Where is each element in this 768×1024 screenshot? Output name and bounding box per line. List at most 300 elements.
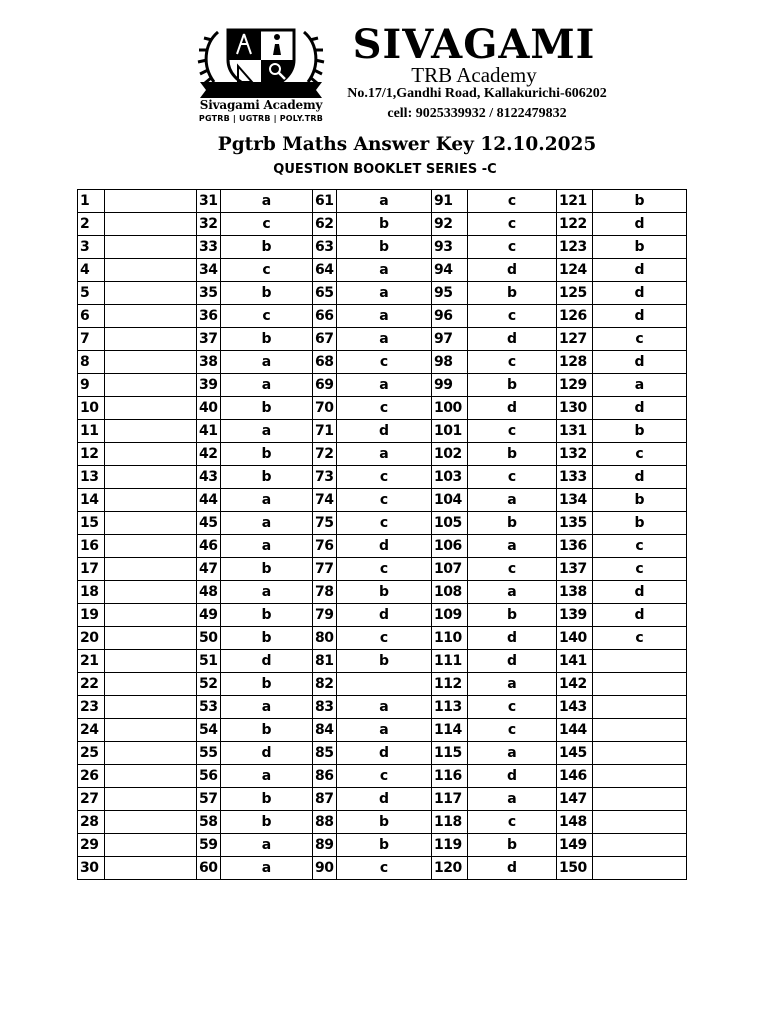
answer-cell <box>105 305 197 328</box>
answer-cell: b <box>593 489 687 512</box>
question-number: 49 <box>197 604 221 627</box>
question-number: 2 <box>78 213 105 236</box>
answer-cell: a <box>337 305 432 328</box>
question-number: 43 <box>197 466 221 489</box>
question-number: 39 <box>197 374 221 397</box>
answer-cell <box>105 259 197 282</box>
table-row <box>78 696 687 719</box>
question-number: 91 <box>432 190 468 213</box>
table-row <box>78 397 687 420</box>
question-number: 86 <box>313 765 337 788</box>
question-number: 139 <box>557 604 593 627</box>
answer-cell <box>105 489 197 512</box>
question-number: 138 <box>557 581 593 604</box>
academy-logo <box>188 22 334 130</box>
answer-cell <box>105 351 197 374</box>
table-row <box>78 719 687 742</box>
answer-cell: a <box>337 282 432 305</box>
question-number: 52 <box>197 673 221 696</box>
question-number: 61 <box>313 190 337 213</box>
question-number: 83 <box>313 696 337 719</box>
question-number: 34 <box>197 259 221 282</box>
question-number: 84 <box>313 719 337 742</box>
answer-cell: a <box>337 328 432 351</box>
question-number: 48 <box>197 581 221 604</box>
answer-cell: d <box>468 650 557 673</box>
table-row <box>78 489 687 512</box>
answer-cell <box>105 420 197 443</box>
question-number: 36 <box>197 305 221 328</box>
answer-cell: d <box>593 397 687 420</box>
answer-cell: b <box>337 236 432 259</box>
table-row <box>78 558 687 581</box>
table-row <box>78 535 687 558</box>
question-number: 142 <box>557 673 593 696</box>
table-row <box>78 765 687 788</box>
question-number: 42 <box>197 443 221 466</box>
question-number: 71 <box>313 420 337 443</box>
table-row <box>78 742 687 765</box>
question-number: 105 <box>432 512 468 535</box>
question-number: 113 <box>432 696 468 719</box>
answer-cell <box>105 374 197 397</box>
answer-cell: c <box>337 857 432 880</box>
answer-cell <box>105 282 197 305</box>
brand-name: SIVAGAMI <box>352 21 596 68</box>
answer-cell <box>105 213 197 236</box>
question-number: 74 <box>313 489 337 512</box>
answer-cell: a <box>468 581 557 604</box>
brand-phone: cell: 9025339932 / 8122479832 <box>387 106 567 121</box>
question-number: 87 <box>313 788 337 811</box>
answer-cell: c <box>468 351 557 374</box>
answer-cell: c <box>337 558 432 581</box>
question-number: 143 <box>557 696 593 719</box>
table-row <box>78 374 687 397</box>
answer-cell <box>105 834 197 857</box>
question-number: 82 <box>313 673 337 696</box>
answer-cell <box>593 696 687 719</box>
question-number: 14 <box>78 489 105 512</box>
answer-cell: b <box>221 558 313 581</box>
answer-cell <box>105 558 197 581</box>
table-row <box>78 604 687 627</box>
question-number: 88 <box>313 811 337 834</box>
question-number: 95 <box>432 282 468 305</box>
answer-cell: c <box>468 420 557 443</box>
answer-cell: b <box>221 397 313 420</box>
table-row <box>78 443 687 466</box>
question-number: 96 <box>432 305 468 328</box>
answer-cell: d <box>593 213 687 236</box>
question-number: 17 <box>78 558 105 581</box>
question-number: 80 <box>313 627 337 650</box>
question-number: 59 <box>197 834 221 857</box>
question-number: 53 <box>197 696 221 719</box>
question-number: 44 <box>197 489 221 512</box>
answer-cell: b <box>221 443 313 466</box>
answer-cell <box>593 788 687 811</box>
answer-cell: a <box>221 535 313 558</box>
table-row <box>78 857 687 880</box>
answer-key-body <box>78 190 687 880</box>
question-number: 127 <box>557 328 593 351</box>
answer-cell: d <box>337 420 432 443</box>
answer-cell: c <box>468 811 557 834</box>
answer-cell: d <box>468 765 557 788</box>
answer-cell: c <box>337 512 432 535</box>
answer-cell: c <box>593 328 687 351</box>
question-number: 101 <box>432 420 468 443</box>
question-number: 11 <box>78 420 105 443</box>
answer-cell: a <box>468 742 557 765</box>
brand-address: No.17/1,Gandhi Road, Kallakurichi-606202 <box>347 86 607 101</box>
question-number: 24 <box>78 719 105 742</box>
question-number: 109 <box>432 604 468 627</box>
answer-cell <box>593 857 687 880</box>
answer-cell: a <box>468 788 557 811</box>
question-number: 16 <box>78 535 105 558</box>
answer-cell: b <box>593 420 687 443</box>
answer-cell: b <box>221 328 313 351</box>
answer-cell: a <box>468 535 557 558</box>
answer-cell: a <box>337 259 432 282</box>
question-number: 1 <box>78 190 105 213</box>
question-number: 70 <box>313 397 337 420</box>
answer-cell: b <box>221 282 313 305</box>
question-number: 90 <box>313 857 337 880</box>
question-number: 118 <box>432 811 468 834</box>
answer-cell: c <box>468 305 557 328</box>
table-row <box>78 811 687 834</box>
answer-cell: c <box>337 765 432 788</box>
answer-cell: a <box>468 489 557 512</box>
answer-cell: d <box>593 259 687 282</box>
brand-block <box>334 21 614 87</box>
question-number: 132 <box>557 443 593 466</box>
page-title: Pgtrb Maths Answer Key 12.10.2025 <box>217 134 597 155</box>
question-number: 5 <box>78 282 105 305</box>
answer-cell: c <box>468 558 557 581</box>
table-row <box>78 650 687 673</box>
question-number: 64 <box>313 259 337 282</box>
answer-cell: d <box>468 857 557 880</box>
answer-cell <box>105 190 197 213</box>
answer-cell: c <box>468 696 557 719</box>
answer-cell: d <box>593 581 687 604</box>
answer-cell <box>105 788 197 811</box>
answer-cell <box>105 811 197 834</box>
answer-cell: a <box>337 374 432 397</box>
answer-cell: c <box>468 236 557 259</box>
question-number: 97 <box>432 328 468 351</box>
answer-cell: c <box>468 213 557 236</box>
question-number: 37 <box>197 328 221 351</box>
table-row <box>78 834 687 857</box>
answer-cell: d <box>468 328 557 351</box>
answer-cell: a <box>221 420 313 443</box>
answer-cell <box>105 696 197 719</box>
question-number: 93 <box>432 236 468 259</box>
question-number: 12 <box>78 443 105 466</box>
answer-cell: b <box>221 788 313 811</box>
table-row <box>78 627 687 650</box>
table-row <box>78 581 687 604</box>
question-number: 75 <box>313 512 337 535</box>
question-number: 40 <box>197 397 221 420</box>
question-number: 28 <box>78 811 105 834</box>
table-row <box>78 466 687 489</box>
table-row <box>78 420 687 443</box>
answer-cell: b <box>468 604 557 627</box>
answer-cell: d <box>468 259 557 282</box>
question-number: 76 <box>313 535 337 558</box>
question-number: 58 <box>197 811 221 834</box>
question-number: 94 <box>432 259 468 282</box>
answer-cell: b <box>221 604 313 627</box>
question-number: 65 <box>313 282 337 305</box>
answer-cell: b <box>593 236 687 259</box>
answer-cell: d <box>221 742 313 765</box>
answer-cell <box>593 650 687 673</box>
question-number: 150 <box>557 857 593 880</box>
answer-cell: b <box>593 512 687 535</box>
question-number: 81 <box>313 650 337 673</box>
question-number: 134 <box>557 489 593 512</box>
question-number: 10 <box>78 397 105 420</box>
question-number: 77 <box>313 558 337 581</box>
answer-cell: c <box>593 558 687 581</box>
answer-cell <box>105 581 197 604</box>
question-number: 110 <box>432 627 468 650</box>
logo-exam-tags: PGTRB | UGTRB | POLY.TRB <box>198 114 324 123</box>
answer-cell <box>105 650 197 673</box>
answer-cell <box>105 742 197 765</box>
answer-cell <box>105 443 197 466</box>
answer-cell: b <box>468 443 557 466</box>
answer-cell: d <box>337 742 432 765</box>
question-number: 107 <box>432 558 468 581</box>
answer-cell: d <box>593 351 687 374</box>
question-number: 130 <box>557 397 593 420</box>
answer-cell <box>593 765 687 788</box>
question-number: 137 <box>557 558 593 581</box>
question-number: 72 <box>313 443 337 466</box>
answer-cell: d <box>593 466 687 489</box>
question-number: 13 <box>78 466 105 489</box>
question-number: 73 <box>313 466 337 489</box>
question-number: 31 <box>197 190 221 213</box>
answer-cell: d <box>468 627 557 650</box>
question-number: 98 <box>432 351 468 374</box>
answer-cell: a <box>337 190 432 213</box>
answer-cell: a <box>221 351 313 374</box>
answer-cell: c <box>221 259 313 282</box>
question-number: 122 <box>557 213 593 236</box>
table-row <box>78 512 687 535</box>
question-number: 38 <box>197 351 221 374</box>
question-number: 8 <box>78 351 105 374</box>
answer-cell <box>105 535 197 558</box>
answer-cell <box>105 236 197 259</box>
answer-cell: a <box>221 512 313 535</box>
question-number: 21 <box>78 650 105 673</box>
question-number: 126 <box>557 305 593 328</box>
answer-cell: c <box>337 627 432 650</box>
answer-cell: a <box>221 857 313 880</box>
answer-cell <box>593 719 687 742</box>
question-number: 54 <box>197 719 221 742</box>
question-number: 115 <box>432 742 468 765</box>
question-number: 89 <box>313 834 337 857</box>
answer-cell <box>105 719 197 742</box>
answer-cell: a <box>593 374 687 397</box>
answer-cell: c <box>593 443 687 466</box>
answer-cell: b <box>468 512 557 535</box>
question-number: 120 <box>432 857 468 880</box>
answer-cell: a <box>221 765 313 788</box>
question-number: 60 <box>197 857 221 880</box>
question-number: 26 <box>78 765 105 788</box>
question-number: 7 <box>78 328 105 351</box>
answer-cell: b <box>221 236 313 259</box>
question-number: 108 <box>432 581 468 604</box>
question-number: 114 <box>432 719 468 742</box>
answer-cell: b <box>221 627 313 650</box>
question-number: 104 <box>432 489 468 512</box>
question-number: 9 <box>78 374 105 397</box>
question-number: 6 <box>78 305 105 328</box>
answer-cell <box>105 765 197 788</box>
question-number: 62 <box>313 213 337 236</box>
answer-cell: b <box>337 811 432 834</box>
question-number: 66 <box>313 305 337 328</box>
answer-cell: b <box>468 374 557 397</box>
answer-cell <box>105 857 197 880</box>
answer-cell <box>105 466 197 489</box>
question-number: 69 <box>313 374 337 397</box>
question-number: 121 <box>557 190 593 213</box>
question-number: 79 <box>313 604 337 627</box>
question-number: 50 <box>197 627 221 650</box>
question-number: 146 <box>557 765 593 788</box>
answer-cell: b <box>468 282 557 305</box>
answer-cell: c <box>468 719 557 742</box>
answer-cell: a <box>221 374 313 397</box>
question-number: 85 <box>313 742 337 765</box>
question-number: 131 <box>557 420 593 443</box>
answer-cell: d <box>593 604 687 627</box>
answer-cell <box>593 811 687 834</box>
question-number: 47 <box>197 558 221 581</box>
answer-key-table <box>77 189 687 880</box>
question-number: 67 <box>313 328 337 351</box>
answer-cell: a <box>221 489 313 512</box>
table-row <box>78 282 687 305</box>
table-row <box>78 305 687 328</box>
answer-cell <box>593 834 687 857</box>
brand-subtitle: TRB Academy <box>411 63 537 87</box>
answer-cell <box>105 328 197 351</box>
question-number: 135 <box>557 512 593 535</box>
answer-cell: b <box>468 834 557 857</box>
answer-cell <box>593 742 687 765</box>
question-number: 111 <box>432 650 468 673</box>
question-number: 129 <box>557 374 593 397</box>
question-number: 63 <box>313 236 337 259</box>
answer-cell: b <box>593 190 687 213</box>
answer-cell: c <box>593 627 687 650</box>
answer-cell: b <box>221 466 313 489</box>
answer-cell <box>105 627 197 650</box>
answer-cell: d <box>337 788 432 811</box>
question-number: 103 <box>432 466 468 489</box>
question-number: 27 <box>78 788 105 811</box>
answer-cell: a <box>221 834 313 857</box>
question-number: 125 <box>557 282 593 305</box>
question-number: 29 <box>78 834 105 857</box>
answer-cell <box>593 673 687 696</box>
question-number: 20 <box>78 627 105 650</box>
answer-cell: c <box>337 466 432 489</box>
answer-cell: b <box>337 213 432 236</box>
answer-cell: d <box>221 650 313 673</box>
question-number: 32 <box>197 213 221 236</box>
answer-cell <box>105 673 197 696</box>
answer-cell <box>337 673 432 696</box>
answer-cell: d <box>593 282 687 305</box>
question-number: 119 <box>432 834 468 857</box>
question-number: 144 <box>557 719 593 742</box>
answer-cell: a <box>221 190 313 213</box>
question-number: 148 <box>557 811 593 834</box>
question-number: 136 <box>557 535 593 558</box>
answer-cell: a <box>221 581 313 604</box>
answer-cell: c <box>468 190 557 213</box>
table-row <box>78 213 687 236</box>
question-number: 112 <box>432 673 468 696</box>
question-number: 15 <box>78 512 105 535</box>
answer-cell: c <box>221 213 313 236</box>
table-row <box>78 673 687 696</box>
logo-academy-name: Sivagami Academy <box>199 98 323 112</box>
table-row <box>78 190 687 213</box>
question-number: 116 <box>432 765 468 788</box>
booklet-series: QUESTION BOOKLET SERIES -C <box>273 162 497 177</box>
question-number: 55 <box>197 742 221 765</box>
answer-cell: c <box>221 305 313 328</box>
question-number: 141 <box>557 650 593 673</box>
question-number: 68 <box>313 351 337 374</box>
table-row <box>78 328 687 351</box>
answer-cell <box>105 604 197 627</box>
question-number: 41 <box>197 420 221 443</box>
answer-cell: d <box>593 305 687 328</box>
question-number: 19 <box>78 604 105 627</box>
question-number: 117 <box>432 788 468 811</box>
question-number: 133 <box>557 466 593 489</box>
answer-cell: b <box>221 673 313 696</box>
question-number: 78 <box>313 581 337 604</box>
shield-emblem-icon <box>188 22 334 102</box>
answer-cell: c <box>337 351 432 374</box>
question-number: 124 <box>557 259 593 282</box>
answer-cell: a <box>468 673 557 696</box>
question-number: 18 <box>78 581 105 604</box>
answer-cell: c <box>337 397 432 420</box>
question-number: 22 <box>78 673 105 696</box>
answer-cell: d <box>337 604 432 627</box>
